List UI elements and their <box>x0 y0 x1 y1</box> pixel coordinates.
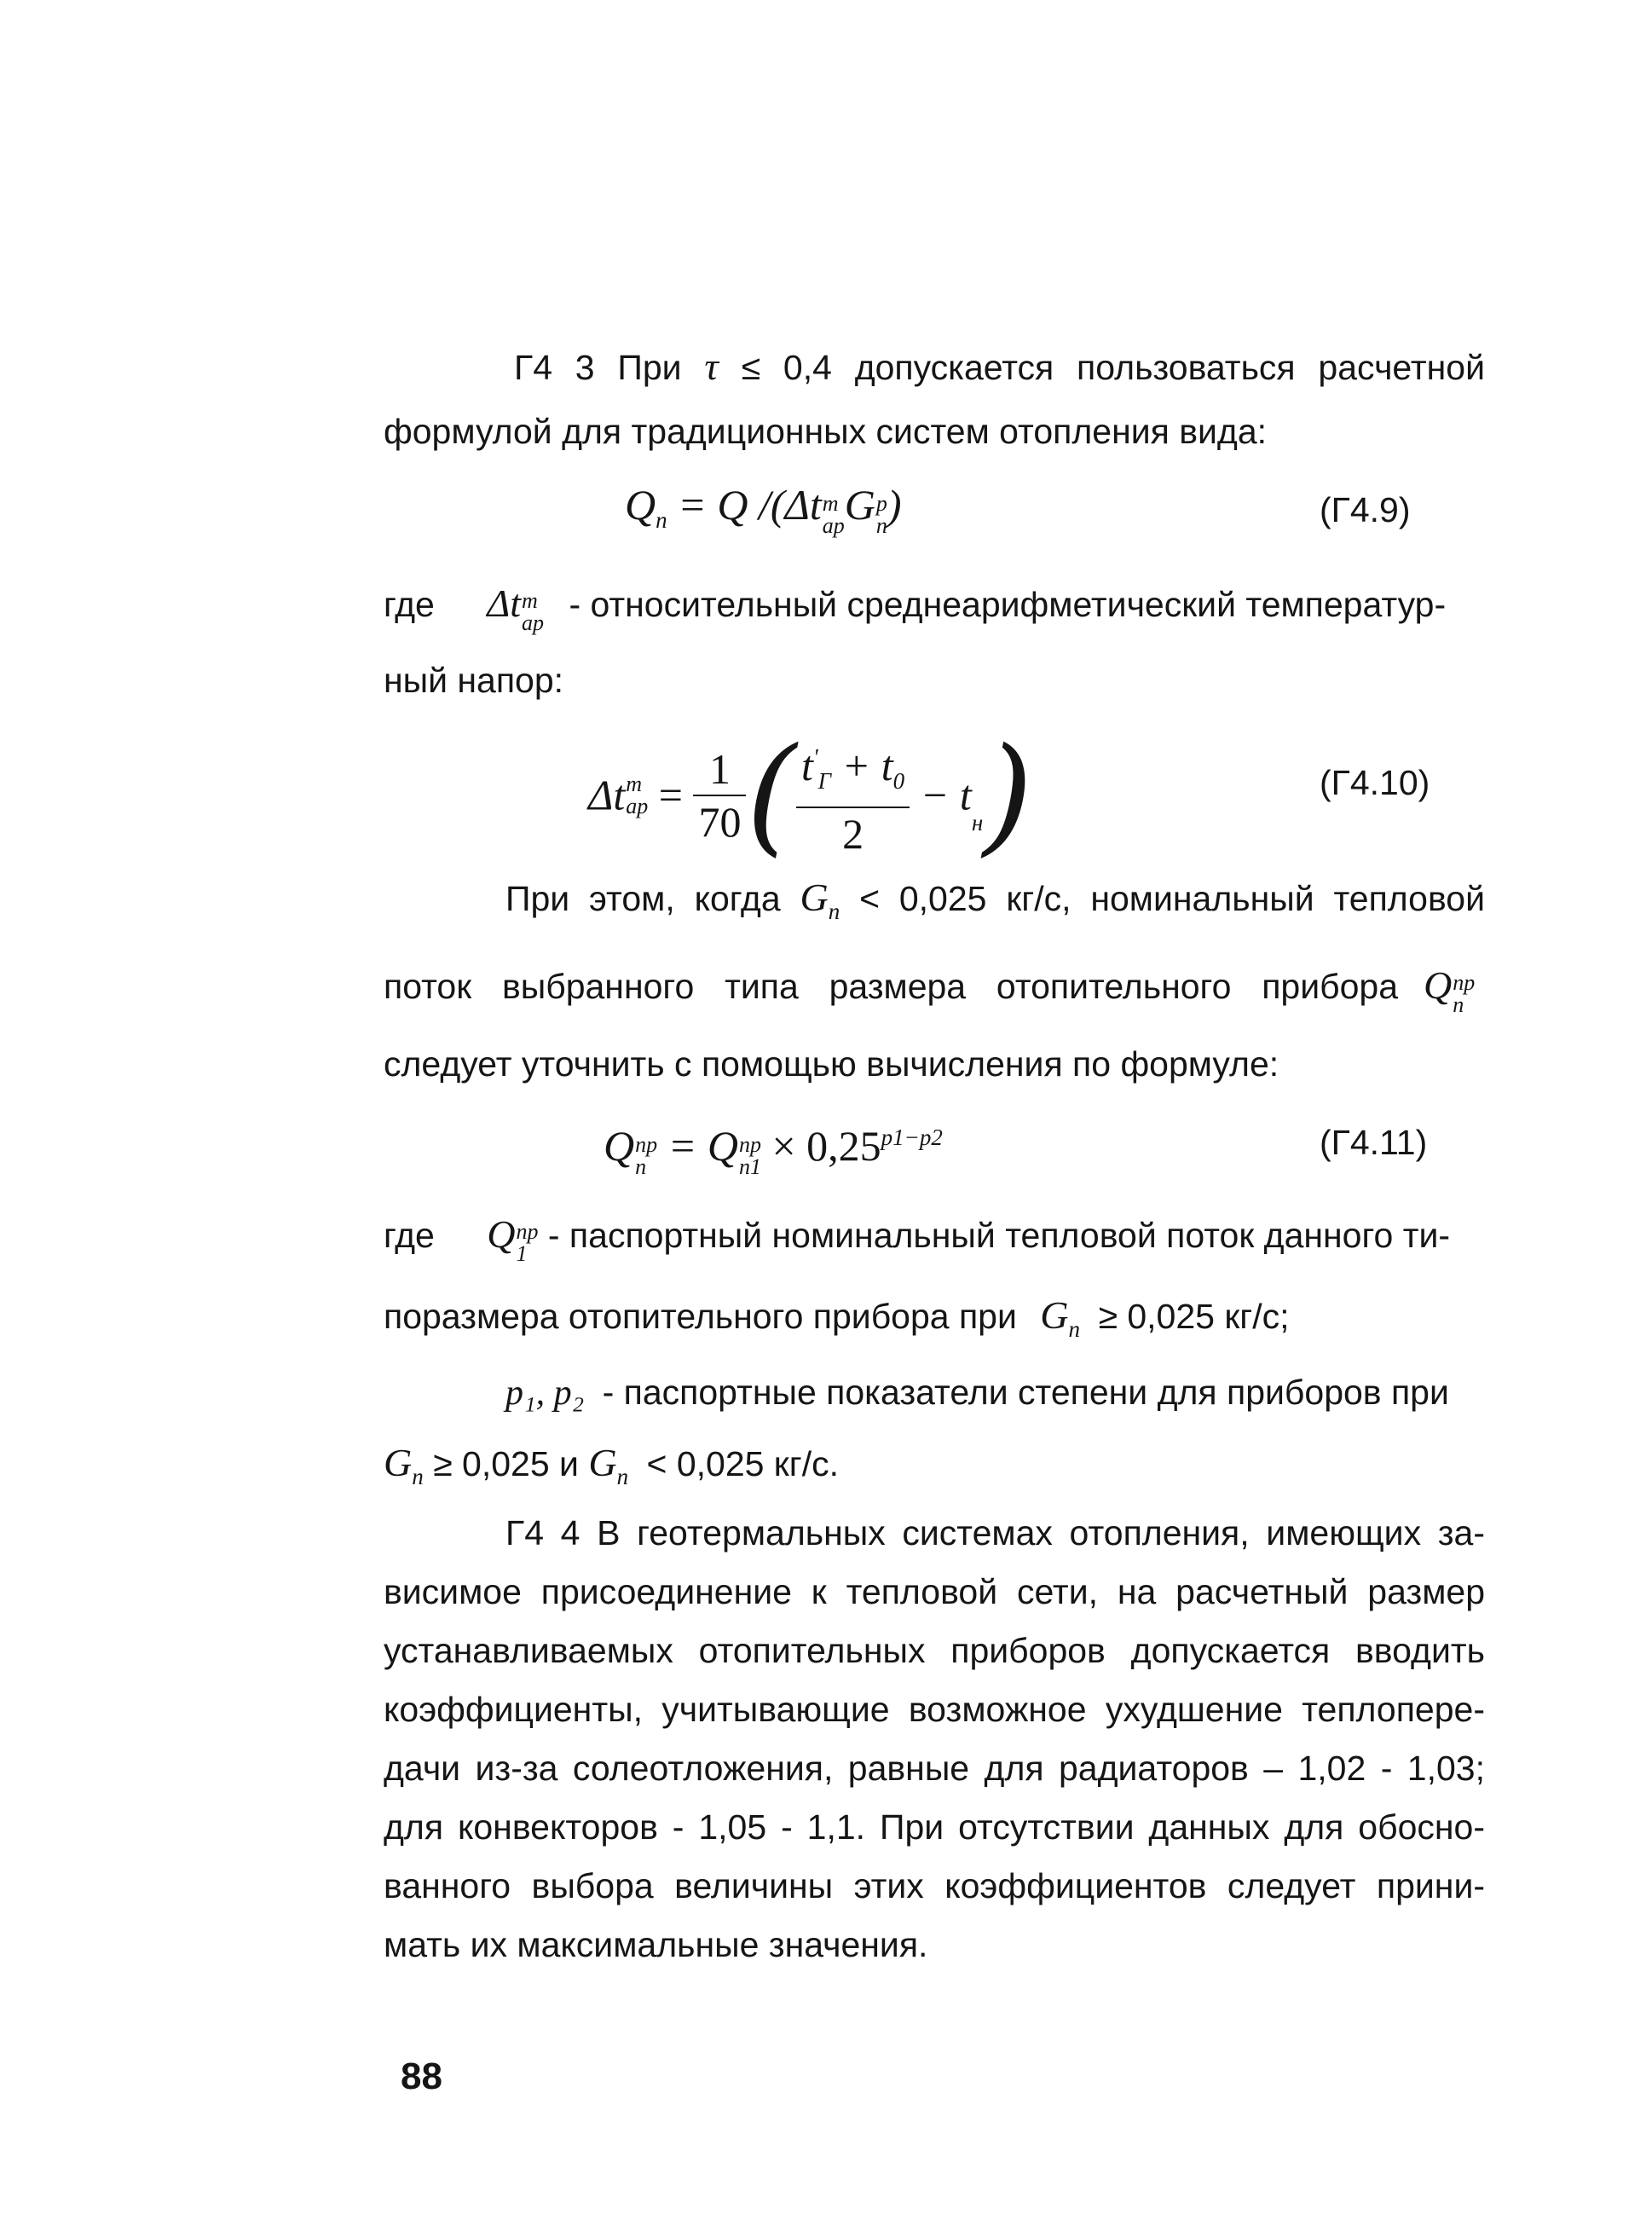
def-q1-line2: поразмера отопительного прибора при $G_n \ge 0,025$ кг/с; <box>384 1293 1290 1342</box>
def-q1-line1: где Q пр 1 - паспортный номинальный тепловой поток данного ти- <box>384 1212 1451 1266</box>
para-when-line3: следует уточнить с помощью вычисления по формуле: <box>384 1044 1279 1084</box>
right-paren: ) <box>983 720 1033 870</box>
para-g43-line2: формулой для традиционных систем отопления вида: <box>384 412 1268 451</box>
para-when-line1: При этом, когда $G_n < 0,025$ кг/с, номинальный тепловой <box>505 876 1485 924</box>
page-number: 88 <box>401 2055 442 2097</box>
para-g44-line: Г4 4 В геотермальных системах отопления, имеющих за- <box>505 1513 1485 1552</box>
def-p-line2: $G_n \ge 0,025$ и $G_n < 0,025$ кг/с. <box>384 1441 839 1489</box>
para-g44-line: мать их максимальные значения. <box>384 1925 928 1964</box>
def-p-line1: p₁, p₂ - паспортные показатели степени для приборов при <box>505 1373 1449 1413</box>
para-g44-line: для конвекторов - 1,05 - 1,1. При отсутствии данных для обосно- <box>384 1807 1485 1847</box>
para-g43-line1: Г4 3 При τ ≤ 0,4 допускается пользоваться расчетной <box>514 344 1485 388</box>
equation-label-g4-9: (Г4.9) <box>1320 490 1411 529</box>
para-g44-line: ванного выбора величины этих коэффициентов следует прини- <box>384 1866 1485 1905</box>
formula-g4-11: Q пр n = Q пр n1 × $0,25^{p1-p2}$ <box>604 1122 943 1179</box>
para-g44-line: устанавливаемых отопительных приборов допускается вводить <box>384 1631 1485 1670</box>
left-paren: ( <box>746 720 796 870</box>
tau-symbol: τ <box>704 344 719 388</box>
para-g44-line: висимое присоединение к тепловой сети, на расчетный размер <box>384 1572 1485 1611</box>
para-g44-line: коэффициенты, учитывающие возможное ухудшение теплопере- <box>384 1690 1485 1729</box>
equation-label-g4-10: (Г4.10) <box>1320 763 1430 802</box>
equation-label-g4-11: (Г4.11) <box>1320 1123 1428 1162</box>
def-dt-line2: ный напор: <box>384 661 564 700</box>
def-dt-line1: где Δt m ap - относительный среднеарифметический температур- <box>384 581 1447 635</box>
formula-g4-9: $Q_n = Q$ /(Δt m ap G p n ) <box>625 481 902 538</box>
para-when-line2: поток выбранного типа размера отопительного прибора Q пр n <box>384 963 1476 1017</box>
para-g44-line: дачи из-за солеотложения, равные для радиаторов – 1,02 - 1,03; <box>384 1749 1485 1788</box>
formula-g4-10: Δt m ap = $\frac{1}{70}$ ( $\frac{t'_Г + t_0}{2}$ − $t_н$) <box>588 720 1033 870</box>
